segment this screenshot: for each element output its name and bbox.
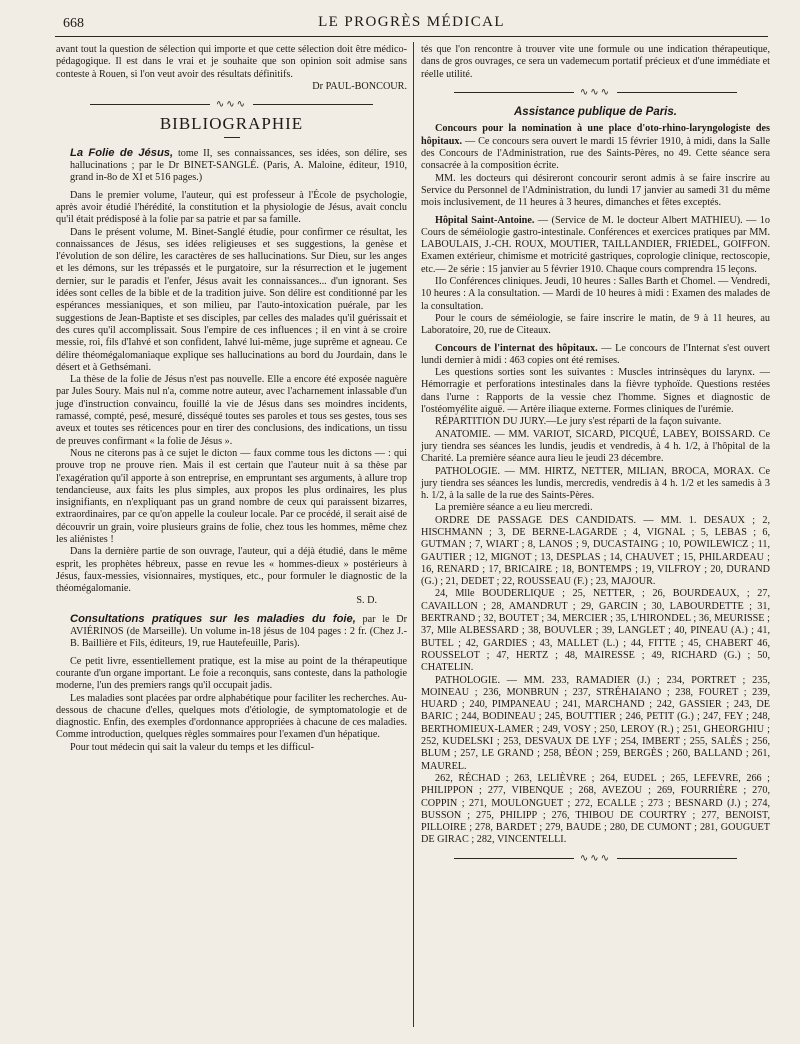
review-1-paragraph: Dans la dernière partie de son ouvrage, l'auteur, qui a déjà étudié, dans le même esprit, les prophètes hébreux, passe en revue les « hommes-dieux » postérieurs à Jésus, faux-messies, visionnaires, mystiques, etc., pour formuler le diagnostic de la théomégalomanie.	[56, 546, 407, 595]
column-divider	[413, 42, 414, 1027]
hopital-saint-antoine: Hôpital Saint-Antoine. — (Service de M. le docteur Albert MATHIEU). — 1o Cours de séméiologie gastro-intestinale. Conférences et exercices pratiques par MM. LABOULAIS, J.-CH. ROUX, MOUTIER, TAILLANDIER, FRIEDEL, GOIFFON. Examen extérieur, chimisme et motricité gastriques, coprologie clinique, rectoscopie, etc.— 2e série : 15 janvier au 5 février 1910. Chaque cours comprendra 15 leçons.	[421, 214, 770, 275]
intro-signature: Dr PAUL-BONCOUR.	[312, 80, 407, 92]
internat-premiere-seance: La première séance a eu lieu mercredi.	[435, 502, 593, 514]
review-1-heading	[56, 147, 407, 185]
review-2-title: Consultations pratiques sur les maladies du foie,	[70, 612, 356, 625]
review-1-reference: tome II, ses connaissances, ses idées, son délire, ses hallucinations ; par le Dr BINET-SANGLÉ. (Paris, A. Maloine, éditeur, 1910, grand in-8o de XI et 516 pages.)	[70, 147, 408, 184]
review-1-paragraph: La thèse de la folie de Jésus n'est pas nouvelle. Elle a encore été exposée naguère par Jules Soury. Mais nul n'a, comme notre auteur, avec l'acharnement inlassable d'un juge d'instruction convaincu, fouillé la vie de Jésus dans ses moindres incidents, ramassé, compté, pesé, mesuré, disséqué toutes ses paroles et tous ses gestes, tous ses aveux et toutes ses réticences pour en tirer des conclusions, des indications, un tissu de preuves confirmant « la folie de Jésus ».	[56, 374, 407, 447]
internat-title: Concours de l'internat des hôpitaux.	[435, 342, 598, 354]
review-1-paragraph: Dans le présent volume, M. Binet-Sanglé étudie, pour confirmer ce résultat, les connaissances de Jésus, ses idées religieuses et ses suggestions, la genèse et l'évolution de son délire, les caractères de ses hallucinations. Sur Dieu, sur les anges et les démons, sur les trépassés et le purgatoire, sur la résurrection et le jugement dernier, sur le paradis et l'enfer, Jésus avait les connaissances... d'un ignorant. Ses idées sont celles de la bible et de la tradition juive. Son délire est conditionné par les espérances messianiques, et son milieu, par l'auto-intoxication puérale, par les suggestions de Jean-Baptiste et ses disciples, par celles des malades qu'il guérissait et des cures qu'il accomplissait. Sous l'empire de ces influences ; il en vint à se croire messie, roi, fils d'Iahvé et son confident, Iahvé lui-même, juge suprême et agneau. Ce délire théomégalomaniaque explique ses hallucinations au bord du Jourdain, dans le désert et à Gethsémani.	[56, 226, 407, 373]
review-1-paragraph: Nous ne citerons pas à ce sujet le dicton — faux comme tous les dictons — : qui prouve trop ne prouve rien. Mais il est certain que l'auteur nuit à sa thèse par l'exagération qu'il apporte à son entreprise, en empruntant ses arguments, à allure trop tendancieuse, aux faits les plus simples, aux propos les plus ordinaires, les plus insignifiants, en n'expliquant pas un grand nombre de ceux qui paraissent bizarres, extraordinaires, par ce qu'on appelle la couleur locale. Par ce procédé, il serait aisé de découvrir un grain, voire plusieurs grains de folie, chez tous les hommes, même chez les aliénistes !	[56, 447, 407, 545]
concours-internat: Concours de l'internat des hôpitaux. — Le concours de l'Internat s'est ouvert lundi dernier à midi : 463 copies ont été remises.	[421, 342, 770, 366]
hopital-conferences: IIo Conférences cliniques. Jeudi, 10 heures : Salles Barth et Chomel. — Vendredi, 10 heures : A la consultation. — Mardi de 10 heures à midi : Examen des malades de la consultation.	[421, 276, 770, 312]
review-1-title: La Folie de Jésus,	[70, 146, 174, 159]
internat-candidats-suite: 262, RÉCHAD ; 263, LELIÈVRE ; 264, EUDEL ; 265, LEFEVRE, 266 ; PHILIPPON ; 277, VIBENQUE ; 268, AVEZOU ; 269, FOURRIÈRE ; 270, COPPIN ; 271, MOULONGUET ; 272, ECALLE ; 273 ; BESNARD (J.) ; 274, BUSSON ; 275, PHILIPP ; 276, THIBOU DE COURTRY ; 277, BENOIST, PILLOIRE ; 278, BARDET ; 279, BAUDE ; 280, DE CUMONT ; 281, GOUGUET DE GIRAC ; 282, VINCENTELLI.	[421, 772, 770, 846]
page-header	[55, 8, 768, 37]
review-2-paragraph: Pour tout médecin qui sait la valeur du temps et les difficul-	[70, 741, 314, 753]
internat-pathologie: PATHOLOGIE. — MM. HIRTZ, NETTER, MILIAN, BROCA, MORAX. Ce jury tiendra ses séances les lundis, mercredis, vendredis à 4 h. 1/2 et les samedis à 3 h. 1/2, à la salle de la rue des Saints-Pères.	[421, 465, 770, 502]
internat-jury: RÉPARTITION DU JURY.—Le jury s'est réparti de la façon suivante.	[435, 416, 722, 428]
page-number: 668	[63, 16, 84, 31]
internat-ordre-passage: ORDRE DE PASSAGE DES CANDIDATS. — MM. 1. DESAUX ; 2, HISCHMANN ; 3, DE BERNE-LAGARDE ; 4, VIGNAL ; 5, LEBAS ; 6, GUTMAN ; 7, WIART ; 8, LANOS ; 9, DUCASTAING ; 10, POWILEWICZ ; 11, GAUTIER ; 12, MIGNOT ; 13, DESPLAS ; 14, CHAUVET ; 15, PHILARDEAU ; 16, RENARD ; 17, BRICAIRE ; 18, BONTEMPS ; 19, VILFROY ; 20, DURAND (G.) ; 21, DEDET ; 22, ROUSSEAU (F.) ; 23, MAJOUR.	[421, 514, 770, 588]
journal-title: LE PROGRÈS MÉDICAL	[318, 14, 505, 30]
review-2-paragraph: Les maladies sont placées par ordre alphabétique pour faciliter les recherches. Au-dessous de chacune d'elles, quelques mots d'étiologie, de symptomatologie et de diagnostic. Enfin, des exemples d'ordonnance appropriées à chacune de ces maladies. Comme introduction, quelques règles sommaires pour l'examen d'un hépatique.	[56, 692, 407, 741]
right-column	[421, 44, 770, 872]
concours-orl-inscription: MM. les docteurs qui désireront concourir seront admis à se faire inscrire au Service du Personnel de l'Administration, du lundi 17 janvier au samedi 31 du même mois inclusivement, de 11 heures à 3 heures, dimanches et fêtes exceptés.	[421, 172, 770, 209]
internat-pathologie-candidats: PATHOLOGIE. — MM. 233, RAMADIER (J.) ; 234, PORTRET ; 235, MOINEAU ; 236, MONBRUN ; 237, STRÉHAIANO ; 238, FOURET ; 239, HUARD ; 240, PIMPANEAU ; 241, MARCHAND ; 242, GASSIER ; 243, DE BARIC ; 244, BODINEAU ; 245, BOUTTIER ; 246, PETIT (G.) ; 247, FEY ; 248, BERTHOMIEUX-LAMER ; 249, VOSY ; 250, LEROY (R.) ; 251, GHEORGHIU ; 252, KUDELSKI ; 253, DESVAUX DE LYF ; 254, IMBERT ; 255, SALÈS ; 256, BLUM ; 257, LE GRAND ; 258, BÉON ; 259, BERGÈS ; 260, BALLAND ; 261, MAUREL.	[421, 674, 770, 772]
ornament-divider: ∿∿∿	[421, 853, 770, 865]
section-title-assistance: Assistance publique de Paris.	[514, 106, 677, 119]
title-dash	[56, 133, 407, 139]
intro-paragraph: avant tout la question de sélection qui importe et que cette sélection doit être médico-pédagogique. Il est dans le vrai et je souhaite que son opinion soit admise sans conteste à Rouen, si l'on veut avoir des résultats définitifs.	[56, 44, 407, 80]
hopital-title: Hôpital Saint-Antoine.	[435, 214, 535, 226]
left-column	[56, 44, 407, 754]
review-2-reference: par le Dr AVIÉRINOS (de Marseille). Un volume in-18 jésus de 104 pages : 2 fr. (Chez J.-B. Baillière et Fils, éditeurs, 19, rue Hautefeuille, Paris).	[70, 613, 407, 650]
review-2-paragraph: Ce petit livre, essentiellement pratique, est la mise au point de la thérapeutique courante d'un organe important. Le foie a reconquis, sans conteste, dans la pathologie moderne, l'un des premiers rangs qu'il occupait jadis.	[56, 655, 407, 692]
internat-anatomie: ANATOMIE. — MM. VARIOT, SICARD, PICQUÉ, LABEY, BOISSARD. Ce jury tiendra ses séances les lundis, jeudis et vendredis, à 4 h. 1/2, à l'hôpital de la Charité. La première séance aura lieu le jeudi 23 décembre.	[421, 428, 770, 465]
review-2-continued: tés que l'on rencontre à trouver vite une formule ou une indication thérapeutique, dans de gros ouvrages, ce sera un vademecum portatif précieux et d'une immédiate et réelle utilité.	[421, 44, 770, 80]
review-1-paragraph: Dans le premier volume, l'auteur, qui est professeur à l'École de psychologie, après avoir étudié l'hérédité, la constitution et la physiologie de Jésus, avait conclu qu'il était prédisposé à la folie par sa patrie et par sa famille.	[56, 189, 407, 226]
concours-orl: Concours pour la nomination à une place d'oto-rhino-laryngologiste des hôpitaux. — Ce concours sera ouvert le mardi 15 février 1910, à midi, dans la Salle des Concours de l'Administration, rue des Saints-Pères, no 49. Cette séance sera consacrée à la composition écrite.	[421, 123, 770, 172]
concours-orl-title: Concours pour la nomination à une place d'oto-rhino-laryngologiste des hôpitaux.	[421, 123, 770, 147]
ornament-divider: ∿∿∿	[56, 99, 407, 111]
internat-questions: Les questions sorties sont les suivantes : Muscles intrinsèques du larynx. — Hémorragie et perforations intestinales dans la fièvre typhoïde. Questions restées dans l'urne : Rapports de la vessie chez l'homme. Signes et diagnostic de l'ostéomyélite aiguë. — Artère iliaque externe. Formes cliniques de l'urémie.	[421, 367, 770, 416]
review-1-signature: S. D.	[356, 595, 377, 607]
hopital-inscription: Pour le cours de séméiologie, se faire inscrire le matin, de 9 à 11 heures, au Laboratoire, 20, rue de Citeaux.	[421, 312, 770, 337]
internat-candidats: 24, Mlle BOUDERLIQUE ; 25, NETTER, ; 26, BOURDEAUX, ; 27, CAVAILLON ; 28, AMANDRUT ; 29, GARCIN ; 30, LABOURDETTE ; 31, BERTRAND ; 32, BOUTET ; 34, MERCIER ; 35, L'HIRONDEL ; 36, MEURISSE ; 37, Mlle ALBESSARD ; 38, BOUVLER ; 39, LANGLET ; 40, PINEAU (A.) ; 41, BUTEL ; 42, GARDIES ; 43, MALLET (L.) ; 44, FITTE ; 45, CHABERT 46, ROUSSELOT ; 47, HERTZ ; 48, MAIRESSE ; 49, RICHARD (G.) ; 50, CHATELIN.	[421, 588, 770, 674]
ornament-divider: ∿∿∿	[421, 87, 770, 99]
review-2-heading	[56, 613, 407, 651]
section-title-bibliographie: BIBLIOGRAPHIE	[159, 114, 304, 134]
